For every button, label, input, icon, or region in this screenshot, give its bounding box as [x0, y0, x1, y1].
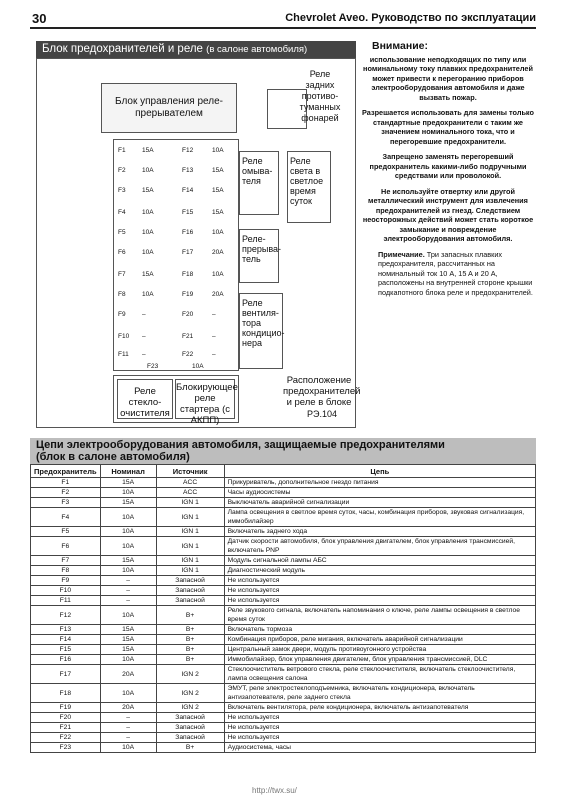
cell-source: ACC — [156, 488, 224, 498]
cell-source: IGN 2 — [156, 703, 224, 713]
cell-fuse: F18 — [31, 684, 101, 703]
cell-source: Запасной — [156, 596, 224, 606]
starter-block-relay-label: Блокирующее реле стартера (с АКПП) — [176, 382, 238, 426]
cell-fuse: F17 — [31, 665, 101, 684]
fuse-column — [113, 139, 239, 371]
cell-rating: 10A — [100, 527, 156, 537]
fuse-block-diagram — [36, 58, 361, 428]
cell-source: ACC — [156, 478, 224, 488]
fuse-left-rating: 10A — [142, 249, 154, 256]
ac-fan-relay-label: Реле вентиля-тора кондицио-нера — [242, 298, 285, 348]
fuse-right-id: F19 — [182, 291, 194, 298]
cell-circuit: ЭМУТ, реле электростеклоподъемника, включатель кондиционера, включатель антизапотевателя, реле заднего стекла — [224, 684, 535, 703]
control-unit-label: Блок управления реле-прерывателем — [115, 96, 223, 119]
fuse-left-rating: – — [142, 311, 146, 318]
cell-fuse: F15 — [31, 645, 101, 655]
fuse-right-rating: 15A — [212, 167, 224, 174]
fuse-slot-row — [114, 142, 238, 160]
fuse-right-id: F21 — [182, 333, 194, 340]
cell-rating: – — [100, 586, 156, 596]
fuse-left-id: F9 — [118, 311, 126, 318]
table-row — [31, 606, 536, 625]
cell-fuse: F22 — [31, 733, 101, 743]
cell-fuse: F3 — [31, 498, 101, 508]
cell-circuit: Не используется — [224, 723, 535, 733]
fuse-slot-row — [114, 346, 238, 364]
col-source: Источник — [156, 465, 224, 478]
col-fuse: Предохранитель — [31, 465, 101, 478]
interrupter-relay-label: Реле-прерыва-тель — [242, 234, 282, 264]
cell-source: B+ — [156, 743, 224, 753]
fuse-slot-row — [114, 328, 238, 346]
table-heading-line2: (блок в салоне автомобиля) — [36, 451, 190, 463]
table-row — [31, 684, 536, 703]
fuse-left-id: F1 — [118, 147, 126, 154]
cell-source: B+ — [156, 655, 224, 665]
cell-circuit: Включатель заднего хода — [224, 527, 535, 537]
cell-fuse: F8 — [31, 566, 101, 576]
cell-circuit: Не используется — [224, 586, 535, 596]
section-title: Блок предохранителей и реле — [42, 43, 203, 55]
washer-relay-label: Реле омыва-теля — [242, 156, 273, 186]
cell-circuit: Иммобилайзер, блок управления двигателем, блок управления трансмиссией, DLC — [224, 655, 535, 665]
fuse-right-id: F17 — [182, 249, 194, 256]
fuse-right-rating: 10A — [212, 271, 224, 278]
fuse-right-id: F22 — [182, 351, 194, 358]
cell-circuit: Реле звукового сигнала, включатель напоминания о ключе, реле лампы освещения в светлое время суток — [224, 606, 535, 625]
fuse-right-rating: – — [212, 351, 216, 358]
fuse-slot-row — [114, 162, 238, 180]
table-row — [31, 713, 536, 723]
cell-rating: 10A — [100, 743, 156, 753]
table-row — [31, 655, 536, 665]
table-row — [31, 556, 536, 566]
cell-circuit: Не используется — [224, 576, 535, 586]
fuse-right-id: F16 — [182, 229, 194, 236]
fuse-right-id: F18 — [182, 271, 194, 278]
cell-rating: 15A — [100, 498, 156, 508]
cell-circuit: Модуль сигнальной лампы АБС — [224, 556, 535, 566]
fuse-circuits-table — [30, 464, 536, 753]
table-row — [31, 625, 536, 635]
fuse-left-rating: 15A — [142, 187, 154, 194]
cell-source: Запасной — [156, 713, 224, 723]
cell-fuse: F4 — [31, 508, 101, 527]
cell-rating: 10A — [100, 537, 156, 556]
fuse-right-id: F12 — [182, 147, 194, 154]
fuse-left-id: F4 — [118, 209, 126, 216]
cell-circuit: Стеклоочиститель ветрового стекла, реле стеклоочистителя, включатель стеклоочистителя, лампа освещения салона — [224, 665, 535, 684]
footer-url: http://twx.su/ — [252, 786, 297, 795]
table-row — [31, 743, 536, 753]
washer-relay-box — [239, 151, 279, 215]
cell-source: Запасной — [156, 723, 224, 733]
cell-circuit: Не используется — [224, 596, 535, 606]
table-row — [31, 478, 536, 488]
cell-rating: 10A — [100, 488, 156, 498]
cell-fuse: F12 — [31, 606, 101, 625]
cell-source: IGN 1 — [156, 556, 224, 566]
table-row — [31, 586, 536, 596]
cell-rating: 15A — [100, 635, 156, 645]
fuse-left-rating: 15A — [142, 147, 154, 154]
cell-circuit: Выключатель аварийной сигнализации — [224, 498, 535, 508]
cell-fuse: F16 — [31, 655, 101, 665]
col-rating: Номинал — [100, 465, 156, 478]
cell-source: IGN 1 — [156, 566, 224, 576]
cell-circuit: Комбинация приборов, реле мигания, включатель аварийной сигнализации — [224, 635, 535, 645]
col-circuit: Цепь — [224, 465, 535, 478]
cell-rating: – — [100, 723, 156, 733]
cell-circuit: Диагностический модуль — [224, 566, 535, 576]
note-p2: Разрешается использовать для замены только стандартные предохранители с таким же значением номинального тока, что и перегоревшие предохранители. — [362, 108, 534, 146]
fuse-left-id: F3 — [118, 187, 126, 194]
cell-fuse: F7 — [31, 556, 101, 566]
section-title-bar — [36, 41, 356, 58]
cell-fuse: F11 — [31, 596, 101, 606]
cell-source: IGN 1 — [156, 537, 224, 556]
cell-rating: – — [100, 713, 156, 723]
cell-source: B+ — [156, 635, 224, 645]
cell-circuit: Часы аудиосистемы — [224, 488, 535, 498]
fuse-left-rating: 10A — [142, 167, 154, 174]
cell-fuse: F9 — [31, 576, 101, 586]
fuse-right-rating: 15A — [212, 209, 224, 216]
fuse-right-rating: 15A — [212, 187, 224, 194]
note-p4: Не используйте отвертку или другой металлический инструмент для извлечения предохранителей из гнезд. Следствием неосторожных действий может стать короткое замыкание и повреждение электрооборудования автомобиля. — [362, 186, 534, 243]
cell-circuit: Аудиосистема, часы — [224, 743, 535, 753]
table-row — [31, 635, 536, 645]
cell-fuse: F1 — [31, 478, 101, 488]
figure-id: РЭ.104 — [307, 409, 337, 419]
cell-circuit: Центральный замок двери, модуль противоугонного устройства — [224, 645, 535, 655]
note-p5-label: Примечание. — [378, 249, 425, 259]
fuse-slot-row — [114, 204, 238, 222]
starter-block-relay-box — [175, 379, 238, 426]
fuse-right-rating: – — [212, 311, 216, 318]
cell-rating: 15A — [100, 645, 156, 655]
cell-circuit: Датчик скорости автомобиля, блок управления двигателем, блок управления трансмиссией, включатель PNP — [224, 537, 535, 556]
fuse-right-id: F15 — [182, 209, 194, 216]
fuse-right-rating: 10A — [212, 229, 224, 236]
table-heading — [30, 438, 536, 464]
f23-value: 10A — [192, 363, 204, 370]
daylight-relay-box — [287, 151, 331, 223]
fuse-slot-row — [114, 224, 238, 242]
cell-source: B+ — [156, 625, 224, 635]
cell-rating: – — [100, 596, 156, 606]
table-row — [31, 508, 536, 527]
table-row — [31, 537, 536, 556]
cell-circuit: Прикуриватель, дополнительное гнездо питания — [224, 478, 535, 488]
glass-cleaner-relay-box — [117, 379, 173, 419]
table-body — [31, 478, 536, 753]
section-title-small: (в салоне автомобиля) — [206, 44, 308, 55]
cell-rating: 20A — [100, 703, 156, 713]
table-row — [31, 488, 536, 498]
note-p5 — [360, 250, 536, 298]
cell-fuse: F19 — [31, 703, 101, 713]
fuse-slot-row — [114, 244, 238, 262]
cell-rating: 10A — [100, 684, 156, 703]
cell-source: Запасной — [156, 733, 224, 743]
note-p1: использование неподходящих по типу или номинальному току плавких предохранителей может привести к перегоранию приборов электрооборудования автомобиля и даже вызвать пожар. — [363, 54, 533, 102]
glass-cleaner-relay-label: Реле стекло-очистителя — [120, 386, 170, 419]
cell-rating: – — [100, 576, 156, 586]
fuse-slot-row — [114, 286, 238, 304]
cell-fuse: F13 — [31, 625, 101, 635]
cell-source: Запасной — [156, 576, 224, 586]
fuse-slot-row — [114, 306, 238, 324]
cell-circuit: Лампа освещения в светлое время суток, часы, комбинация приборов, звуковая сигнализация, иммобилайзер — [224, 508, 535, 527]
cell-fuse: F10 — [31, 586, 101, 596]
fuse-right-id: F20 — [182, 311, 194, 318]
cell-fuse: F21 — [31, 723, 101, 733]
table-row — [31, 703, 536, 713]
fuse-slot-row — [114, 266, 238, 284]
fuse-left-id: F7 — [118, 271, 126, 278]
header-rule — [30, 27, 536, 29]
table-row — [31, 498, 536, 508]
cell-fuse: F2 — [31, 488, 101, 498]
f23-label: F23 — [147, 363, 159, 370]
cell-rating: 15A — [100, 625, 156, 635]
table-row — [31, 566, 536, 576]
interrupter-relay-box — [239, 229, 282, 283]
cell-source: IGN 1 — [156, 527, 224, 537]
fuse-left-rating: – — [142, 351, 146, 358]
fuse-right-rating: – — [212, 333, 216, 340]
cell-rating: – — [100, 733, 156, 743]
fuse-left-rating: 10A — [142, 229, 154, 236]
notes-column — [360, 42, 536, 303]
fuse-right-rating: 10A — [212, 147, 224, 154]
fuse-left-rating: – — [142, 333, 146, 340]
cell-source: Запасной — [156, 586, 224, 596]
cell-source: IGN 2 — [156, 684, 224, 703]
book-title: Chevrolet Aveo. Руководство по эксплуатации — [285, 12, 536, 24]
cell-source: B+ — [156, 606, 224, 625]
cell-fuse: F23 — [31, 743, 101, 753]
page-number: 30 — [32, 11, 47, 26]
cell-source: B+ — [156, 645, 224, 655]
fuse-slot-row — [114, 182, 238, 200]
cell-circuit: Включатель вентилятора, реле кондиционера, включатель антизапотевателя — [224, 703, 535, 713]
cell-rating: 15A — [100, 556, 156, 566]
cell-source: IGN 1 — [156, 498, 224, 508]
cell-rating: 10A — [100, 655, 156, 665]
table-row — [31, 665, 536, 684]
cell-rating: 10A — [100, 606, 156, 625]
cell-fuse: F20 — [31, 713, 101, 723]
fuse-left-id: F6 — [118, 249, 126, 256]
ac-fan-relay-box — [239, 293, 283, 369]
cell-circuit: Не используется — [224, 713, 535, 723]
fuse-right-id: F13 — [182, 167, 194, 174]
cell-rating: 10A — [100, 508, 156, 527]
cell-rating: 20A — [100, 665, 156, 684]
fuse-left-id: F11 — [118, 351, 129, 358]
cell-source: IGN 1 — [156, 508, 224, 527]
note-p3: Запрещено заменять перегоревший предохранитель какими-либо подручными средствами или проволокой. — [369, 152, 527, 180]
cell-fuse: F6 — [31, 537, 101, 556]
table-row — [31, 527, 536, 537]
table-row — [31, 645, 536, 655]
table-row — [31, 576, 536, 586]
fuse-left-id: F5 — [118, 229, 126, 236]
cell-source: IGN 2 — [156, 665, 224, 684]
cell-fuse: F5 — [31, 527, 101, 537]
fuse-left-id: F2 — [118, 167, 126, 174]
note-p5-text: Три запасных плавких предохранителя, рассчитанных на номинальный ток 10 A, 15 A и 20 A, расположены на внутренней стороне крышки подкапотного блока реле и предохранителей. — [378, 249, 533, 297]
cell-fuse: F14 — [31, 635, 101, 645]
location-caption: Расположение предохранителей и реле в блоке — [283, 375, 361, 408]
fuse-left-rating: 10A — [142, 291, 154, 298]
cell-rating: 10A — [100, 566, 156, 576]
cell-circuit: Включатель тормоза — [224, 625, 535, 635]
cell-rating: 15A — [100, 478, 156, 488]
fuse-left-rating: 10A — [142, 209, 154, 216]
table-header-row — [31, 465, 536, 478]
rear-fog-relay-label: Реле задних противо-туманных фонарей — [299, 69, 341, 123]
table-row — [31, 723, 536, 733]
table-heading-line1: Цепи электрооборудования автомобиля, защищаемые предохранителями — [36, 439, 445, 451]
fuse-left-rating: 15A — [142, 271, 154, 278]
fuse-left-id: F10 — [118, 333, 130, 340]
control-unit-box — [101, 83, 237, 133]
fuse-left-id: F8 — [118, 291, 126, 298]
fuse-right-rating: 20A — [212, 249, 224, 256]
table-row — [31, 596, 536, 606]
attention-title: Внимание: — [372, 40, 428, 52]
daylight-relay-label: Реле света в светлое время суток — [290, 156, 324, 206]
cell-circuit: Не используется — [224, 733, 535, 743]
fuse-right-id: F14 — [182, 187, 194, 194]
table-row — [31, 733, 536, 743]
fuse-right-rating: 20A — [212, 291, 224, 298]
